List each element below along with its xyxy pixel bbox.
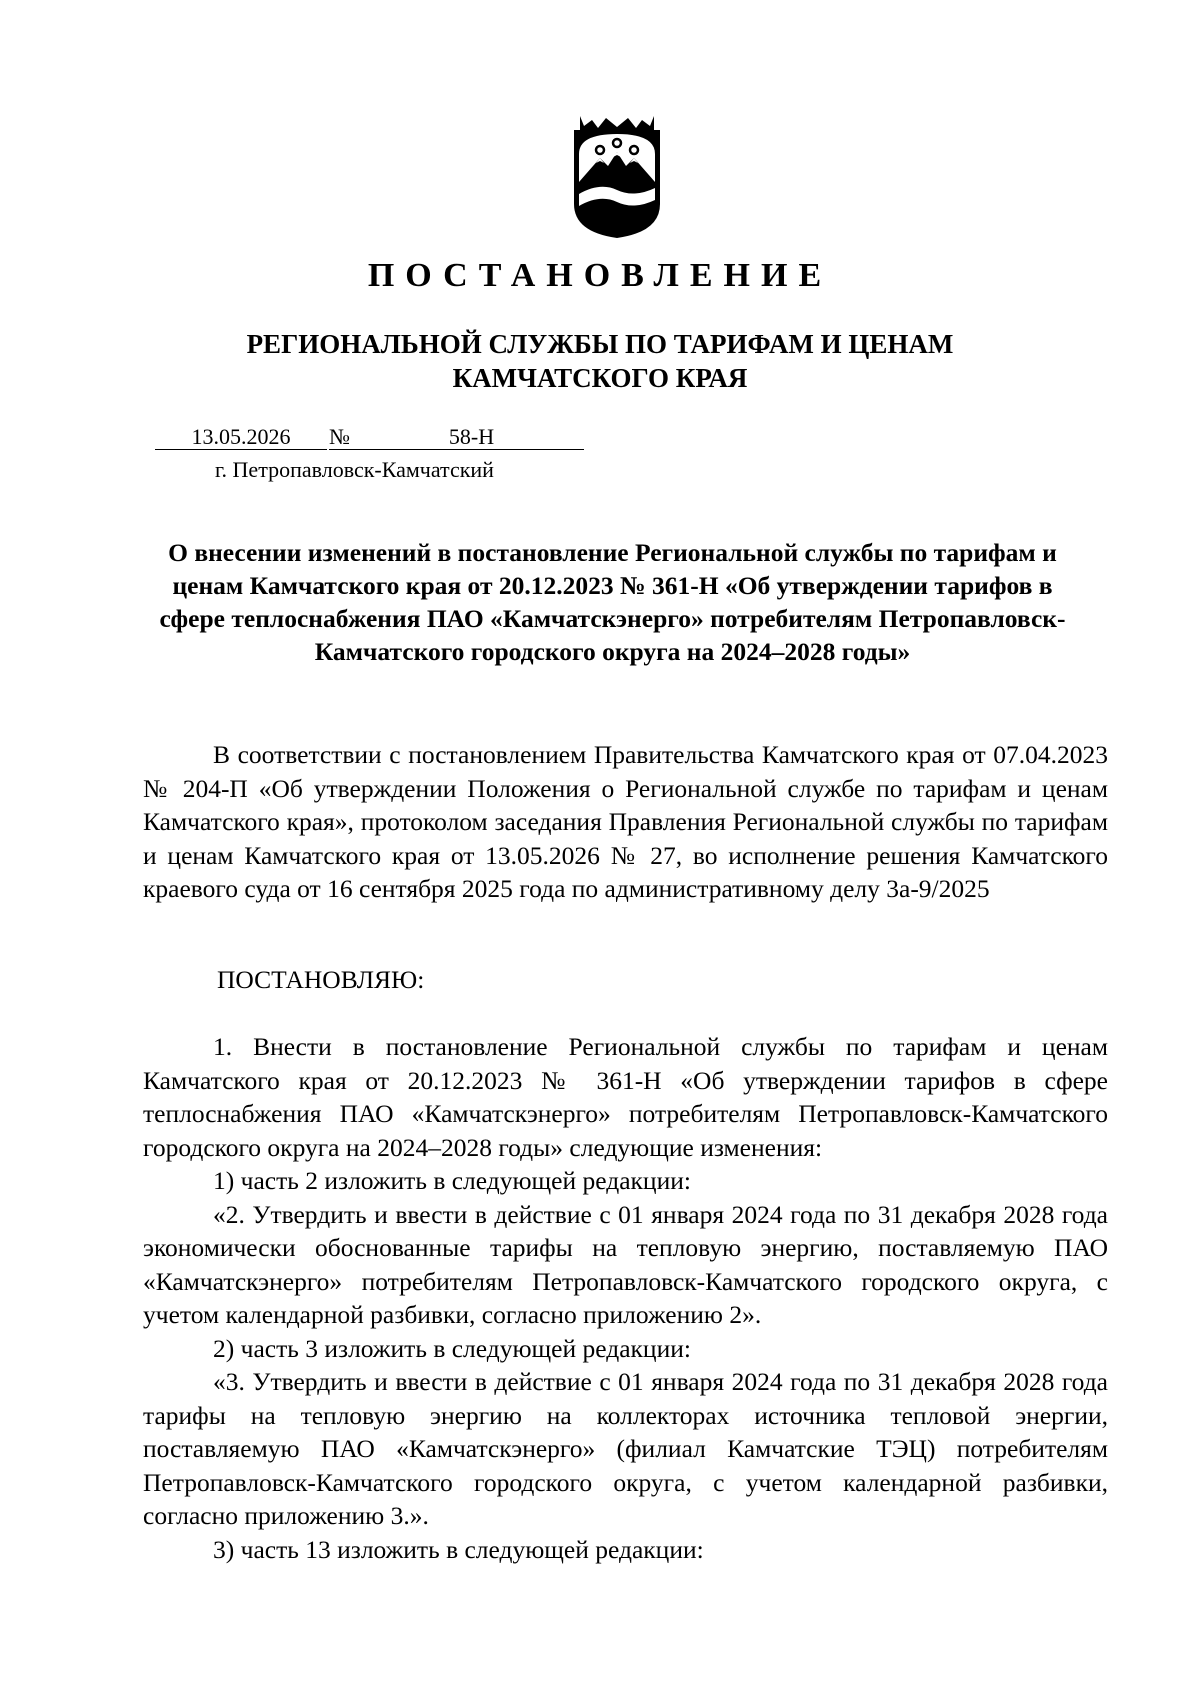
preamble <box>143 738 1108 906</box>
kamchatka-coat-of-arms-icon <box>570 112 664 240</box>
document-title: О внесении изменений в постановление Региональной службы по тарифам и ценам Камчатского края от 20.12.2023 № 361-Н «Об утверждении тарифов в сфере теплоснабжения ПАО «Камчатскэнерго» потребителям Петропавловск-Камчатского городского округа на 2024–2028 годы» <box>159 538 1066 666</box>
number-sign: № <box>329 425 359 450</box>
issuing-authority: РЕГИОНАЛЬНОЙ СЛУЖБЫ ПО ТАРИФАМ И ЦЕНАМ КАМЧАТСКОГО КРАЯ <box>246 329 954 393</box>
decree-word: ПОСТАНОВЛЯЮ: <box>217 965 425 994</box>
subitem-2-text: «3. Утвердить и ввести в действие с 01 января 2024 года по 31 декабря 2028 года тарифы на тепловую энергию на коллекторах источника тепловой энергии, поставляемую ПАО «Камчатскэнерго» (филиал Камчатские ТЭЦ) потребителям Петропавловск-Камчатского городского округа, с учетом календарной разбивки, согласно приложению 3.». <box>143 1367 1108 1530</box>
decree-word-block <box>143 963 1108 996</box>
subitem-1: 1) часть 2 изложить в следующей редакции: <box>213 1166 691 1195</box>
subitem-2: 2) часть 3 изложить в следующей редакции: <box>213 1333 691 1363</box>
registration-line <box>155 423 584 451</box>
document-number: 58-Н <box>359 425 584 450</box>
document-date: 13.05.2026 <box>155 425 327 450</box>
document-type-heading: ПОСТАНОВЛЕНИЕ <box>367 257 833 294</box>
preamble-text: В соответствии с постановлением Правительства Камчатского края от 07.04.2023 № 204-П «Об утверждении Положения о Региональной службе по тарифам и ценам Камчатского края», протоколом заседания Правления Региональной службы по тарифам и ценам Камчатского края от 13.05.2026 № 27, во исполнение решения Камчатского краевого суда от 16 сентября 2025 года по административному делу 3а-9/2025 <box>143 740 1108 903</box>
decree-items <box>143 1030 1108 1566</box>
item-1: 1. Внести в постановление Региональной службы по тарифам и ценам Камчатского края от 20.12.2023 № 361-Н «Об утверждении тарифов в сфере теплоснабжения ПАО «Камчатскэнерго» потребителям Петропавловск-Камчатского городского округа на 2024–2028 годы» следующие изменения: <box>143 1032 1108 1162</box>
place-of-issue: г. Петропавловск-Камчатский <box>215 457 494 482</box>
subitem-1-text: «2. Утвердить и ввести в действие с 01 января 2024 года по 31 декабря 2028 года экономически обоснованные тарифы на тепловую энергию, поставляемую ПАО «Камчатскэнерго» потребителям Петропавловск-Камчатского городского округа, с учетом календарной разбивки, согласно приложению 2». <box>143 1199 1108 1329</box>
subitem-3: 3) часть 13 изложить в следующей редакции: <box>213 1534 704 1564</box>
